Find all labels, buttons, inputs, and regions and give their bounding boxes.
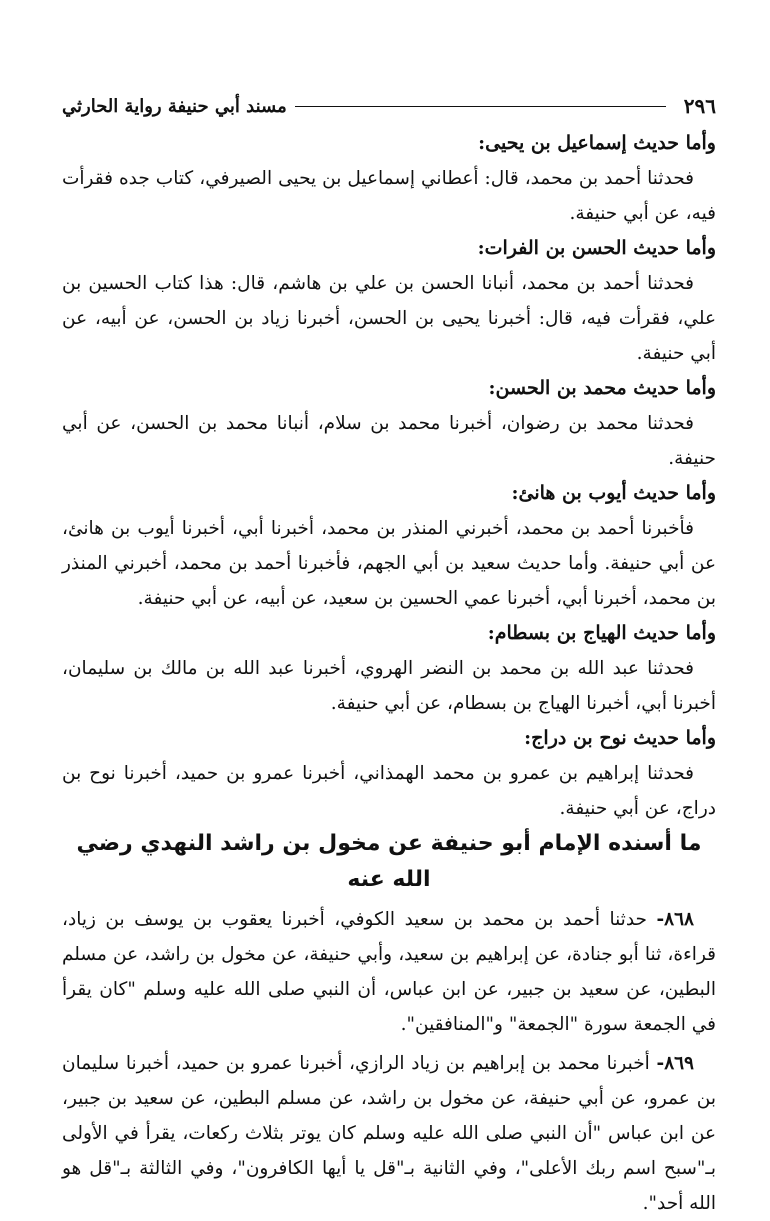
page-number: ٢٩٦ (683, 94, 716, 118)
header-rule (295, 106, 666, 107)
chapter-title: ما أسنده الإمام أبو حنيفة عن مخول بن راشد النهدي رضي الله عنه (76, 831, 702, 892)
section-text: فأخبرنا أحمد بن محمد، أخبرني المنذر بن محمد، أخبرنا أبي، أخبرنا أيوب بن هانئ، عن أبي حنيفة. وأما حديث سعيد بن أبي الجهم، فأخبرنا أحمد بن محمد، أخبرني المنذر بن محمد، أخبرنا أبي، أخبرنا عمي الحسين بن سعيد، عن أبيه، عن أبي حنيفة. (62, 518, 716, 609)
book-title: مسند أبي حنيفة رواية الحارثي (62, 95, 287, 117)
page-content (62, 126, 716, 1221)
section-heading: وأما حديث محمد بن الحسن: (488, 377, 716, 399)
section-text: فحدثنا عبد الله بن محمد بن النضر الهروي، أخبرنا عبد الله بن مالك بن سليمان، أخبرنا أبي، أخبرنا الهياج بن بسطام، عن أبي حنيفة. (62, 658, 716, 714)
section-heading: وأما حديث الحسن بن الفرات: (477, 237, 716, 259)
section-heading: وأما حديث نوح بن دراج: (524, 727, 716, 749)
section-text: فحدثنا أحمد بن محمد، أنبانا الحسن بن علي بن هاشم، قال: هذا كتاب الحسين بن علي، فقرأت فيه، قال: أخبرنا يحيى بن الحسن، أخبرنا زياد بن الحسن، عن أبيه، عن أبي حنيفة. (62, 273, 716, 364)
book-page (62, 88, 716, 1221)
section-heading: وأما حديث الهياج بن بسطام: (487, 622, 716, 644)
section-text: فحدثنا محمد بن رضوان، أخبرنا محمد بن سلام، أنبانا محمد بن الحسن، عن أبي حنيفة. (62, 413, 716, 469)
hadith-number: ٨٦٩- (656, 1053, 694, 1074)
hadith-text: أخبرنا محمد بن إبراهيم بن زياد الرازي، أخبرنا عمرو بن حميد، أخبرنا سليمان بن عمرو، عن أبي حنيفة، عن مخول بن راشد، عن مسلم البطين، عن سعيد بن جبير، عن ابن عباس "أن النبي صلى الله عليه وسلم كان يوتر بثلاث ركعات، يقرأ في الأولى بـ"سبح اسم ربك الأعلى"، وفي الثانية بـ"قل يا أيها الكافرون"، وفي الثالثة بـ"قل هو الله أحد". (62, 1053, 716, 1214)
section-text: فحدثنا أحمد بن محمد، قال: أعطاني إسماعيل بن يحيى الصيرفي، كتاب جده فقرأت فيه، عن أبي حنيفة. (62, 168, 716, 224)
section-heading: وأما حديث إسماعيل بن يحيى: (478, 132, 716, 154)
hadith-entry (62, 902, 716, 1042)
hadith-entry (62, 1046, 716, 1221)
section-heading: وأما حديث أيوب بن هانئ: (511, 482, 716, 504)
hadith-number: ٨٦٨- (656, 909, 694, 930)
running-header (62, 88, 716, 124)
hadith-text: حدثنا أحمد بن محمد بن سعيد الكوفي، أخبرنا يعقوب بن يوسف بن زياد، قراءة، ثنا أبو جنادة، عن إبراهيم بن سعيد، وأبي حنيفة، عن مخول بن راشد، عن مسلم البطين، عن سعيد بن جبير، عن ابن عباس، أن النبي صلى الله عليه وسلم "كان يقرأ في الجمعة سورة "الجمعة" و"المنافقين". (62, 909, 716, 1035)
section-text: فحدثنا إبراهيم بن عمرو بن محمد الهمذاني، أخبرنا عمرو بن حميد، أخبرنا نوح بن دراج، عن أبي حنيفة. (62, 763, 716, 819)
